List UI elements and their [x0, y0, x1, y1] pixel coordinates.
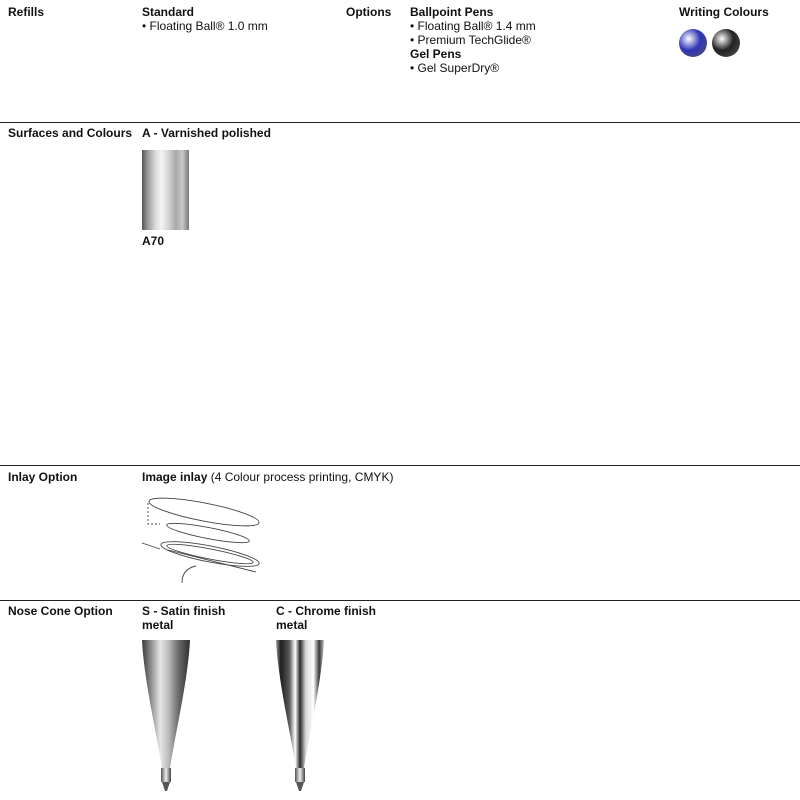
options-block — [410, 5, 536, 75]
surface-swatch-image — [142, 150, 189, 230]
nose-option-satin — [142, 604, 225, 632]
nose-option-chrome-line1: C - Chrome finish — [276, 604, 377, 618]
section-divider — [0, 600, 800, 601]
writing-colours-label: Writing Colours — [679, 5, 769, 19]
writing-colour-black-swatch — [712, 29, 740, 57]
section-divider — [0, 122, 800, 123]
inlay-title — [142, 470, 393, 484]
standard-item: • Floating Ball® 1.0 mm — [142, 19, 268, 33]
nose-option-satin-line1: S - Satin finish — [142, 604, 226, 618]
swatch-code: A70 — [142, 234, 165, 248]
nose-option-chrome-line2: metal — [276, 618, 308, 632]
inlay-exploded-diagram — [138, 488, 270, 588]
inlay-base-inner-shape — [166, 541, 254, 568]
inlay-title-rest: (4 Colour process printing, CMYK) — [207, 470, 394, 484]
finish-label: A - Varnished polished — [142, 126, 271, 140]
options-label: Options — [346, 5, 392, 19]
section-divider — [0, 465, 800, 466]
inlay-title-bold: Image inlay — [142, 470, 208, 484]
writing-colour-blue-swatch — [679, 29, 707, 57]
chrome-nose-cone-image — [274, 640, 326, 792]
standard-heading: Standard — [142, 5, 195, 19]
refills-label: Refills — [8, 5, 45, 19]
inlay-base-shape — [159, 537, 260, 572]
gel-item: • Gel SuperDry® — [410, 61, 500, 75]
inlay-plate-shape — [147, 492, 260, 531]
inlay-film-shape — [166, 520, 251, 547]
surfaces-label: Surfaces and Colours — [8, 126, 133, 140]
ballpoint-heading: Ballpoint Pens — [410, 5, 494, 19]
pen-body-curve — [182, 566, 196, 583]
inlay-label: Inlay Option — [8, 470, 78, 484]
gel-heading: Gel Pens — [410, 47, 462, 61]
nose-cone-label: Nose Cone Option — [8, 604, 113, 618]
ballpoint-item: • Premium TechGlide® — [410, 33, 531, 47]
standard-refill-block — [142, 5, 268, 33]
nose-option-chrome — [276, 604, 376, 632]
ballpoint-item: • Floating Ball® 1.4 mm — [410, 19, 536, 33]
nose-option-satin-line2: metal — [142, 618, 174, 632]
satin-nose-cone-image — [140, 640, 192, 792]
